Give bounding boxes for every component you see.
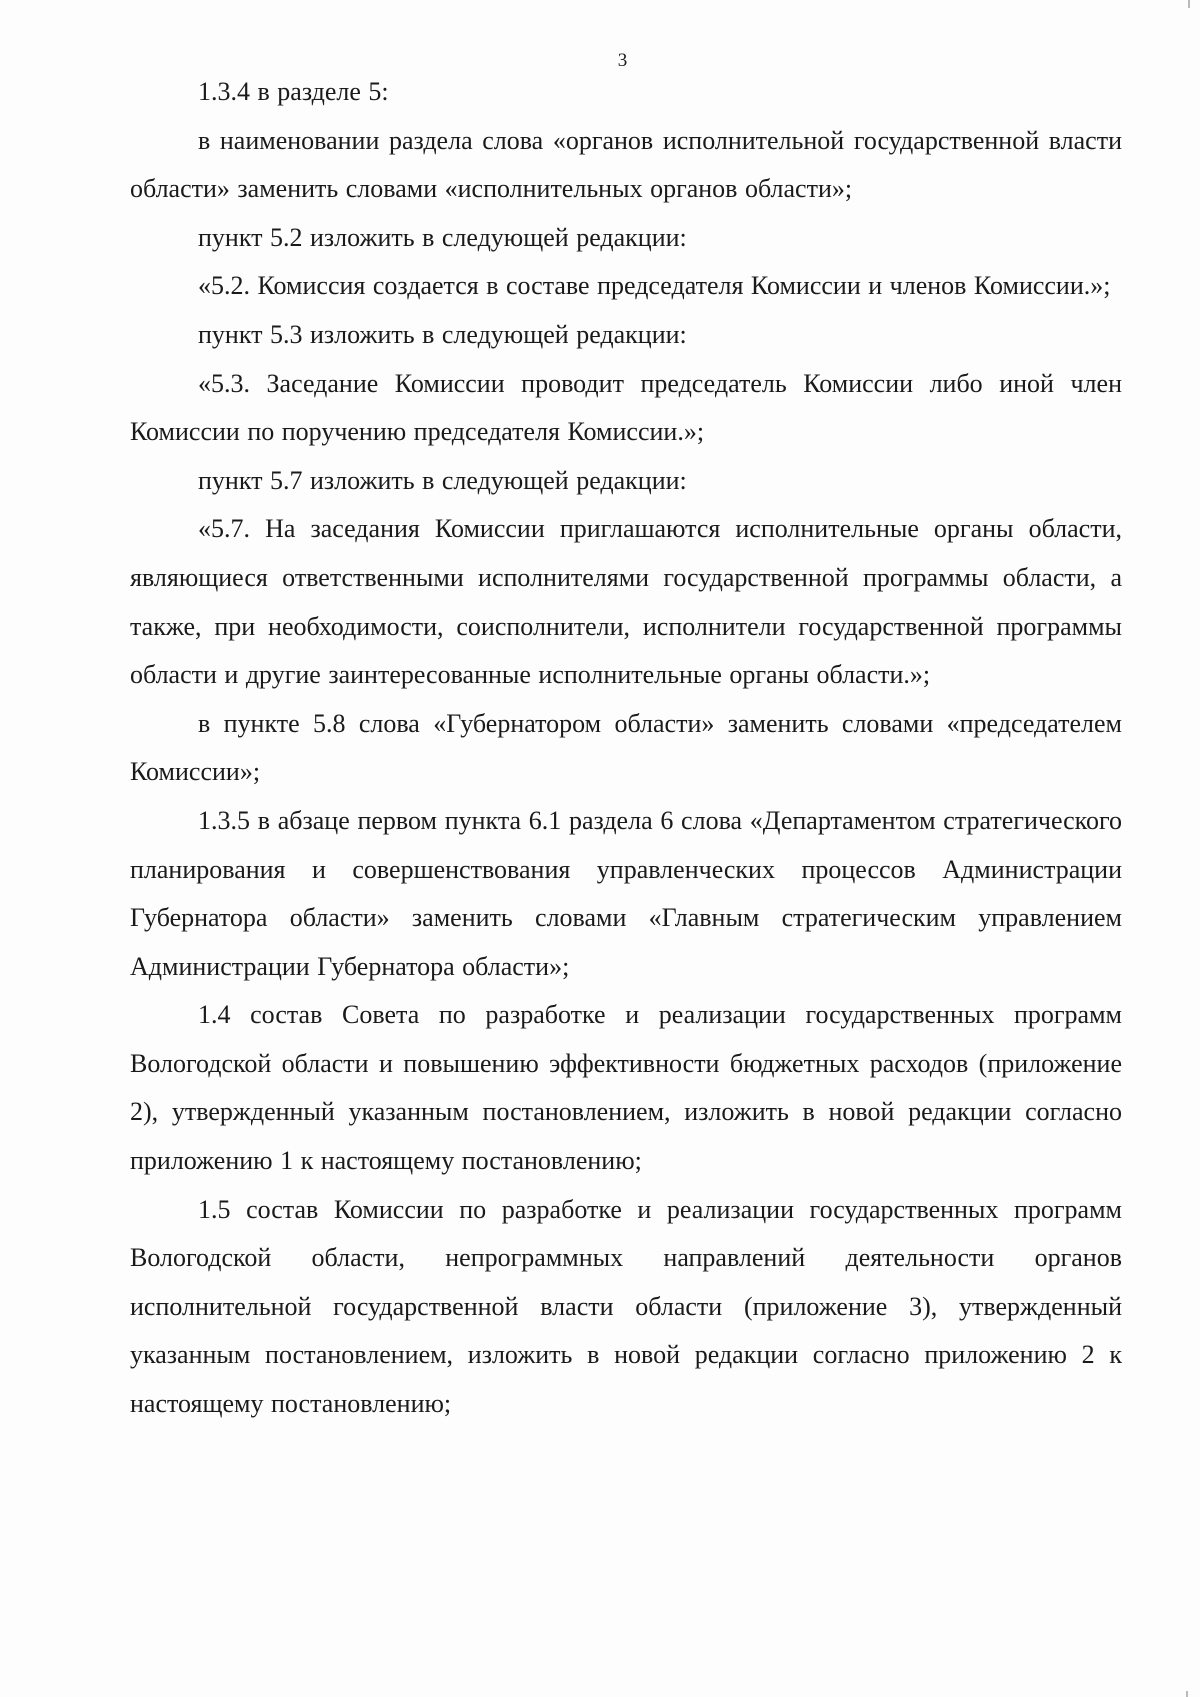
paragraph-1-4: 1.4 состав Совета по разработке и реализации государственных программ Вологодской области и повышению эффективности бюджетных расходов (приложение 2), утвержденный указанным постановлением, изложить в новой редакции согласно приложению 1 к настоящему постановлению; bbox=[130, 1000, 1122, 1176]
paragraph-5-3-text: «5.3. Заседание Комиссии проводит председатель Комиссии либо иной член Комиссии по поручению председателя Комиссии.»; bbox=[130, 368, 1122, 447]
paragraph-1-3-5: 1.3.5 в абзаце первом пункта 6.1 раздела 6 слова «Департаментом стратегического планирования и совершенствования управленческих процессов Администрации Губернатора области» заменить словами «Главным стратегическим управлением Администрации Губернатора области»; bbox=[130, 805, 1122, 981]
scan-mark-bottom-right bbox=[1186, 1691, 1188, 1697]
paragraph-5-3-intro: пункт 5.3 изложить в следующей редакции: bbox=[198, 319, 687, 349]
paragraph-5-2-text: «5.2. Комиссия создается в составе председателя Комиссии и членов Комиссии.»; bbox=[198, 271, 1111, 301]
paragraph-5-7-text: «5.7. На заседания Комиссии приглашаются исполнительные органы области, являющиеся ответственными исполнителями государственной программы области, а также, при необходимости, соисполнители, исполнители государственной программы области и другие заинтересованные исполнительные органы области.»; bbox=[130, 514, 1122, 690]
paragraph-1-5: 1.5 состав Комиссии по разработке и реализации государственных программ Вологодской области, непрограммных направлений деятельности органов исполнительной государственной власти области (приложение 3), утвержденный указанным постановлением, изложить в новой редакции согласно приложению 2 к настоящему постановлению; bbox=[130, 1194, 1122, 1419]
scan-mark-top-right bbox=[1188, 0, 1190, 8]
paragraph-5-8-change: в пункте 5.8 слова «Губернатором области» заменить словами «председателем Комиссии»; bbox=[130, 708, 1122, 787]
paragraph-5-7-intro: пункт 5.7 изложить в следующей редакции: bbox=[198, 465, 687, 495]
paragraph-section-title-change: в наименовании раздела слова «органов исполнительной государственной власти области» заменить словами «исполнительных органов области»; bbox=[130, 125, 1122, 204]
document-body bbox=[130, 68, 1122, 1429]
paragraph-5-2-intro: пункт 5.2 изложить в следующей редакции: bbox=[198, 222, 687, 252]
page-number: 3 bbox=[617, 50, 628, 71]
paragraph-1-3-4: 1.3.4 в разделе 5: bbox=[198, 77, 389, 106]
